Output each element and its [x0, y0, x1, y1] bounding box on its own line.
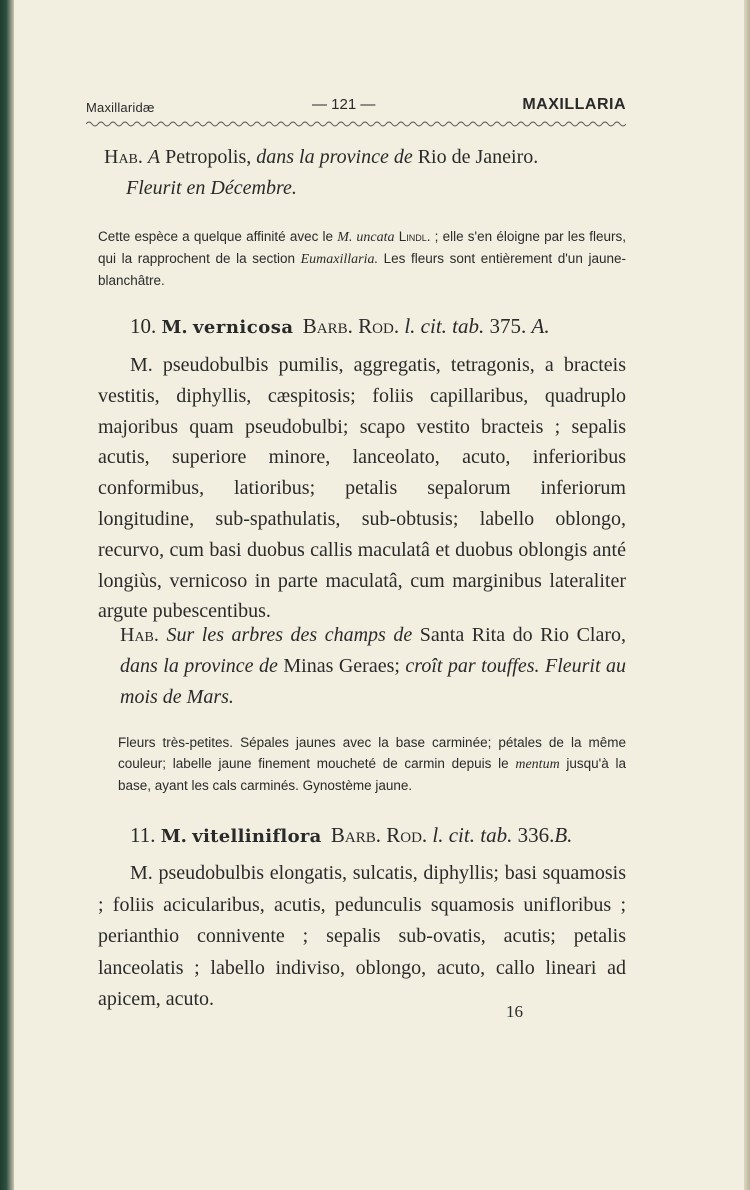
- description-11: M. pseudobulbis elongatis, sulcatis, diphyllis; basi squamosis ; foliis acicularibus, acutis, pedunculis squamosis unifloribus ; perianthio connivente ; sepalis sub-ovatis, acutis; petalis lanceolatis ; labello indiviso, oblongo, acuto, callo lineari ad apicem, acuto.: [98, 862, 626, 1010]
- hab-region: Rio de Janeiro.: [417, 146, 539, 168]
- species-number-11: 11.: [130, 823, 156, 847]
- species-citation-11: l. cit. tab.: [432, 823, 513, 847]
- species-epithet: vernicosa: [192, 317, 294, 338]
- page-number: — 121 —: [312, 96, 376, 113]
- hab-label: Hab.: [104, 146, 143, 168]
- hab-place: Petropolis,: [165, 146, 252, 168]
- note2-pre: Fleurs très-petites. Sépales jaunes avec la base carminée; pétales de la même couleur; labelle jaune finement moucheté de carmin depuis le: [118, 735, 626, 771]
- note-paragraph-1: [98, 226, 626, 291]
- hab2-sur: Sur les arbres des champs de: [166, 624, 413, 646]
- running-header: [86, 94, 626, 118]
- note1-mid: ; elle s'en éloigne par les fleurs, qui la rapprochent de la section: [98, 229, 626, 266]
- hab2-dans: dans la province de: [120, 655, 278, 677]
- species-plate-11: 336.: [517, 823, 555, 847]
- description-10: M. pseudobulbis pumilis, aggregatis, tetragonis, a bracteis vestitis, diphyllis, cæspitosis; foliis capillaribus, quadruplo majoribus quam pseudobulbi; scapo vestito bracteis ; sepalis acutis, superiore minore, lanceolato, acuto, inferioribus conformibus, latioribus; petalis sepalorum inferiorum longitudine, sub-spathulatis, sub-obtusis; labello oblongo, recurvo, cum basi duobus callis maculatâ et duobus oblongis anté longiùs, vernicoso in parte maculatâ, cum marginibus lateraliter argute pubescentibus.: [98, 354, 626, 623]
- note1-post: Les fleurs sont entièrement d'un jaune-blanchâtre.: [98, 251, 626, 288]
- note1-ref: M. uncata: [337, 230, 395, 245]
- book-page: [14, 0, 744, 1190]
- species-plate: 375.: [489, 314, 527, 338]
- page-edge: [744, 0, 750, 1190]
- ornamental-rule: [86, 118, 626, 128]
- species-genus: M.: [161, 317, 188, 338]
- note1-pre: Cette espèce a quelque affinité avec le: [98, 229, 334, 244]
- book-binding: [0, 0, 14, 1190]
- note2-post: jusqu'à la base, ayant les cals carminés. Gynostème jaune.: [118, 756, 626, 793]
- species-figure-11: B.: [554, 823, 573, 847]
- header-family: Maxillaridæ: [86, 100, 155, 115]
- species-author-11: Barb. Rod.: [330, 823, 428, 847]
- hab2-region: Minas Geraes;: [283, 655, 400, 677]
- species-epithet-11: vitelliniflora: [192, 826, 322, 847]
- note1-author: Lindl.: [398, 229, 431, 244]
- hab-flowering: Fleurit en Décembre.: [126, 177, 297, 199]
- note2-mentum: mentum: [515, 757, 560, 772]
- hab2-place: Santa Rita do Rio Claro,: [419, 624, 627, 646]
- hab-dans: dans la province de: [256, 146, 413, 168]
- note-paragraph-2: [98, 732, 626, 796]
- species-heading-11: [98, 820, 626, 852]
- header-genus: MAXILLARIA: [522, 96, 626, 113]
- hab-a: A: [147, 146, 161, 168]
- habitat-paragraph-2: [98, 620, 626, 713]
- species-heading-10: [98, 311, 626, 343]
- species-genus-11: M.: [160, 826, 187, 847]
- signature-mark: 16: [506, 1002, 523, 1021]
- species-author: Barb. Rod.: [302, 314, 400, 338]
- hab2-label: Hab.: [120, 624, 159, 646]
- note1-section: Eumaxillaria.: [300, 252, 379, 267]
- species-number: 10.: [130, 314, 157, 338]
- species-citation: l. cit. tab.: [404, 314, 485, 338]
- species-figure: A.: [531, 314, 550, 338]
- hab2-flowering: croît par touffes. Fleurit au mois de Mars.: [120, 655, 627, 708]
- habitat-paragraph-1: [98, 142, 626, 204]
